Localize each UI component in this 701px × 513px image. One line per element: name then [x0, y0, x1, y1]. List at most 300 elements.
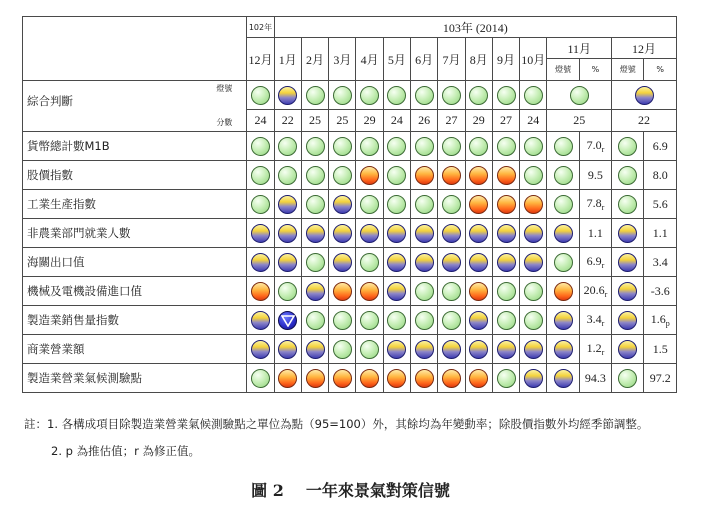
yellow-red-signal-icon	[497, 166, 516, 185]
yellow-blue-signal-icon	[524, 340, 543, 359]
green-signal-icon	[442, 311, 461, 330]
indicator-signal-cell	[301, 364, 328, 393]
month-header: 5月	[383, 38, 410, 81]
indicator-signal-cell	[356, 132, 383, 161]
green-signal-icon	[497, 86, 516, 105]
month-header: 9月	[492, 38, 519, 81]
yellow-blue-signal-icon	[278, 195, 297, 214]
yellow-blue-signal-icon	[524, 224, 543, 243]
green-signal-icon	[497, 369, 516, 388]
yellow-blue-signal-icon	[415, 253, 434, 272]
indicator-signal-cell	[411, 132, 438, 161]
indicator-signal-cell	[274, 161, 301, 190]
indicator-signal-cell	[492, 306, 519, 335]
yellow-blue-signal-icon	[387, 224, 406, 243]
yellow-red-signal-icon	[360, 369, 379, 388]
indicator-signal-cell	[547, 364, 579, 393]
green-signal-icon	[333, 166, 352, 185]
indicator-signal-cell	[301, 248, 328, 277]
yellow-blue-signal-icon	[333, 224, 352, 243]
summary-signal-cell	[547, 81, 612, 110]
indicator-label: 非農業部門就業人數	[23, 219, 247, 248]
summary-label: 綜合判斷	[27, 94, 73, 108]
figure-caption	[0, 478, 701, 501]
indicator-signal-cell	[383, 190, 410, 219]
green-signal-icon	[306, 195, 325, 214]
yellow-blue-signal-icon	[442, 253, 461, 272]
indicator-value: 8.0	[652, 167, 668, 182]
green-signal-icon	[442, 195, 461, 214]
green-signal-icon	[387, 166, 406, 185]
indicator-signal-cell	[492, 219, 519, 248]
indicator-signal-cell	[438, 306, 465, 335]
indicator-value-cell	[644, 306, 677, 335]
indicator-signal-cell	[438, 277, 465, 306]
yellow-red-signal-icon	[469, 195, 488, 214]
green-signal-icon	[333, 340, 352, 359]
indicator-signal-cell	[612, 277, 644, 306]
yellow-blue-signal-icon	[618, 311, 637, 330]
green-signal-icon	[554, 195, 573, 214]
green-signal-icon	[524, 311, 543, 330]
indicator-signal-cell	[247, 132, 274, 161]
indicator-signal-cell	[356, 364, 383, 393]
indicator-signal-cell	[247, 277, 274, 306]
green-signal-icon	[415, 137, 434, 156]
indicator-value: 3.4	[652, 254, 668, 269]
green-signal-icon	[524, 86, 543, 105]
green-signal-icon	[554, 137, 573, 156]
yellow-blue-signal-icon	[333, 195, 352, 214]
yellow-red-signal-icon	[469, 282, 488, 301]
indicator-value-cell	[579, 306, 611, 335]
yellow-red-signal-icon	[360, 282, 379, 301]
green-signal-icon	[306, 253, 325, 272]
month-header: 4月	[356, 38, 383, 81]
indicator-signal-cell	[356, 219, 383, 248]
green-signal-icon	[570, 86, 589, 105]
indicator-signal-cell	[520, 306, 547, 335]
summary-score: 22	[274, 110, 301, 132]
indicator-signal-cell	[465, 161, 492, 190]
summary-signal-cell	[520, 81, 547, 110]
indicator-signal-cell	[356, 248, 383, 277]
indicator-label: 股價指數	[23, 161, 247, 190]
indicator-signal-cell	[247, 306, 274, 335]
yellow-blue-signal-icon	[360, 224, 379, 243]
indicator-signal-cell	[411, 306, 438, 335]
yellow-blue-signal-icon	[618, 253, 637, 272]
indicator-signal-cell	[612, 190, 644, 219]
month-header: 8月	[465, 38, 492, 81]
green-signal-icon	[360, 253, 379, 272]
indicator-signal-cell	[520, 277, 547, 306]
percent-subheader: %	[579, 59, 611, 81]
indicator-value-cell	[579, 277, 611, 306]
yellow-red-signal-icon	[524, 195, 543, 214]
footnote-1: 註：1. 各構成項目除製造業營業氣候測驗點之單位為點（95=100）外，其餘均為年變動率；除股價指數外均經季節調整。	[24, 417, 649, 431]
indicator-signal-cell	[465, 364, 492, 393]
summary-signal-cell	[465, 81, 492, 110]
indicator-signal-cell	[411, 161, 438, 190]
yellow-blue-signal-icon	[387, 340, 406, 359]
green-signal-icon	[251, 195, 270, 214]
indicator-value-flag: r	[601, 319, 605, 328]
yellow-blue-signal-icon	[524, 369, 543, 388]
indicator-value: 6.9	[652, 138, 668, 153]
indicator-signal-cell	[274, 306, 301, 335]
green-signal-icon	[251, 137, 270, 156]
yellow-blue-signal-icon	[618, 282, 637, 301]
indicator-signal-cell	[247, 364, 274, 393]
indicator-signal-cell	[547, 277, 579, 306]
indicator-signal-cell	[329, 219, 356, 248]
summary-signal-cell	[383, 81, 410, 110]
indicator-row	[23, 335, 677, 364]
footnote-2: 2. p 為推估值；r 為修正值。	[51, 444, 200, 458]
indicator-value: 97.2	[649, 370, 671, 385]
indicator-value-cell	[579, 132, 611, 161]
summary-score: 24	[383, 110, 410, 132]
indicator-row	[23, 132, 677, 161]
indicator-value: 9.5	[587, 167, 603, 182]
indicator-signal-cell	[274, 335, 301, 364]
indicator-signal-cell	[612, 248, 644, 277]
summary-signal-label: 燈號	[216, 84, 233, 93]
indicator-value-cell	[579, 364, 611, 393]
yellow-blue-signal-icon	[554, 311, 573, 330]
summary-score: 25	[329, 110, 356, 132]
indicator-value-flag: p	[665, 319, 670, 328]
indicator-signal-cell	[274, 132, 301, 161]
indicator-signal-cell	[329, 190, 356, 219]
indicator-value-flag: r	[601, 203, 605, 212]
indicator-signal-cell	[612, 306, 644, 335]
indicator-signal-cell	[465, 248, 492, 277]
figure-number: 圖 2	[251, 481, 284, 500]
green-signal-icon	[306, 86, 325, 105]
yellow-red-signal-icon	[554, 282, 573, 301]
indicator-signal-cell	[612, 219, 644, 248]
indicator-signal-cell	[465, 132, 492, 161]
indicator-signal-cell	[465, 335, 492, 364]
year-prev-header: 102年	[247, 17, 274, 38]
yellow-blue-signal-icon	[524, 253, 543, 272]
month-header: 7月	[438, 38, 465, 81]
green-signal-icon	[278, 137, 297, 156]
indicator-signal-cell	[492, 335, 519, 364]
month-header: 2月	[301, 38, 328, 81]
summary-label-cell	[23, 81, 247, 132]
indicator-row	[23, 248, 677, 277]
green-signal-icon	[469, 86, 488, 105]
yellow-red-signal-icon	[333, 369, 352, 388]
percent-subheader: %	[644, 59, 677, 81]
indicator-signal-cell	[274, 364, 301, 393]
yellow-blue-signal-icon	[306, 340, 325, 359]
indicator-signal-cell	[356, 277, 383, 306]
indicator-signal-cell	[520, 132, 547, 161]
indicator-value: 1.1	[652, 225, 668, 240]
yellow-blue-signal-icon	[251, 340, 270, 359]
indicator-value: 1.2	[586, 341, 602, 355]
indicator-value-cell	[579, 335, 611, 364]
green-signal-icon	[360, 86, 379, 105]
yellow-blue-signal-icon	[251, 253, 270, 272]
summary-score: 25	[301, 110, 328, 132]
green-signal-icon	[251, 86, 270, 105]
green-signal-icon	[306, 311, 325, 330]
green-signal-icon	[360, 340, 379, 359]
indicator-signal-cell	[274, 248, 301, 277]
green-signal-icon	[469, 137, 488, 156]
indicator-signal-cell	[520, 248, 547, 277]
summary-score: 29	[356, 110, 383, 132]
indicator-signal-cell	[438, 219, 465, 248]
indicator-value: 1.1	[587, 225, 603, 240]
yellow-blue-signal-icon	[554, 340, 573, 359]
indicator-label: 商業營業額	[23, 335, 247, 364]
indicator-signal-cell	[438, 161, 465, 190]
yellow-red-signal-icon	[497, 195, 516, 214]
indicator-signal-cell	[247, 248, 274, 277]
yellow-blue-signal-icon	[618, 224, 637, 243]
indicator-signal-cell	[301, 219, 328, 248]
indicator-value: 3.4	[586, 312, 602, 326]
summary-score-label: 分數	[216, 118, 233, 127]
indicator-value-flag: r	[601, 261, 605, 270]
indicator-signal-cell	[547, 248, 579, 277]
indicator-signal-cell	[356, 306, 383, 335]
green-signal-icon	[251, 166, 270, 185]
indicator-signal-cell	[438, 335, 465, 364]
month-header: 11月	[547, 38, 612, 59]
yellow-red-signal-icon	[442, 369, 461, 388]
indicator-signal-cell	[247, 219, 274, 248]
indicator-signal-cell	[612, 335, 644, 364]
indicator-signal-cell	[547, 335, 579, 364]
indicator-signal-cell	[383, 161, 410, 190]
yellow-blue-signal-icon	[442, 224, 461, 243]
indicator-label: 海關出口值	[23, 248, 247, 277]
indicator-signal-cell	[411, 277, 438, 306]
indicator-signal-cell	[301, 132, 328, 161]
indicator-signal-cell	[547, 219, 579, 248]
indicator-signal-cell	[547, 161, 579, 190]
indicator-signal-cell	[247, 190, 274, 219]
yellow-red-signal-icon	[387, 369, 406, 388]
indicator-row	[23, 277, 677, 306]
indicator-signal-cell	[411, 248, 438, 277]
indicator-value: 5.6	[652, 196, 668, 211]
yellow-blue-signal-icon	[387, 282, 406, 301]
indicator-signal-cell	[274, 219, 301, 248]
indicator-row	[23, 161, 677, 190]
yellow-blue-signal-icon	[469, 311, 488, 330]
green-signal-icon	[415, 86, 434, 105]
green-signal-icon	[524, 137, 543, 156]
indicator-signal-cell	[383, 364, 410, 393]
green-signal-icon	[442, 137, 461, 156]
indicator-value-cell	[644, 277, 677, 306]
signal-subheader: 燈號	[612, 59, 644, 81]
month-header: 10月	[520, 38, 547, 81]
indicator-signal-cell	[411, 219, 438, 248]
yellow-blue-signal-icon	[415, 340, 434, 359]
indicator-signal-cell	[247, 335, 274, 364]
indicator-signal-cell	[329, 277, 356, 306]
indicator-value: 6.9	[586, 254, 602, 268]
green-signal-icon	[360, 311, 379, 330]
indicator-signal-cell	[329, 364, 356, 393]
green-signal-icon	[442, 86, 461, 105]
yellow-blue-signal-icon	[469, 224, 488, 243]
indicator-value-cell	[644, 335, 677, 364]
summary-score: 27	[492, 110, 519, 132]
yellow-blue-signal-icon	[387, 253, 406, 272]
indicator-signal-cell	[520, 364, 547, 393]
figure-title: 一年來景氣對策信號	[305, 481, 450, 500]
indicator-signal-cell	[383, 248, 410, 277]
green-signal-icon	[387, 137, 406, 156]
month-header: 3月	[329, 38, 356, 81]
month-header: 12月	[247, 38, 274, 81]
indicator-signal-cell	[274, 277, 301, 306]
indicator-signal-cell	[329, 306, 356, 335]
summary-signal-cell	[329, 81, 356, 110]
indicator-row	[23, 306, 677, 335]
green-signal-icon	[387, 86, 406, 105]
yellow-blue-signal-icon	[554, 224, 573, 243]
yellow-red-signal-icon	[415, 369, 434, 388]
green-signal-icon	[497, 311, 516, 330]
yellow-blue-signal-icon	[635, 86, 654, 105]
yellow-blue-signal-icon	[618, 340, 637, 359]
green-signal-icon	[415, 311, 434, 330]
month-header: 1月	[274, 38, 301, 81]
indicator-signal-cell	[356, 335, 383, 364]
indicator-row	[23, 364, 677, 393]
indicator-value-cell	[644, 364, 677, 393]
yellow-red-signal-icon	[469, 369, 488, 388]
green-signal-icon	[497, 282, 516, 301]
indicator-signal-cell	[438, 132, 465, 161]
green-signal-icon	[278, 282, 297, 301]
summary-score: 24	[247, 110, 274, 132]
summary-score: 24	[520, 110, 547, 132]
yellow-blue-signal-icon	[278, 86, 297, 105]
indicator-signal-cell	[492, 190, 519, 219]
summary-signal-cell	[274, 81, 301, 110]
indicator-signal-cell	[465, 306, 492, 335]
indicator-signal-cell	[301, 277, 328, 306]
yellow-blue-signal-icon	[278, 340, 297, 359]
indicator-value-flag: r	[604, 290, 608, 299]
indicator-signal-cell	[329, 335, 356, 364]
indicator-signal-cell	[411, 190, 438, 219]
summary-score: 26	[411, 110, 438, 132]
indicator-value: 94.3	[584, 370, 606, 385]
indicator-row	[23, 219, 677, 248]
signal-subheader: 燈號	[547, 59, 579, 81]
indicator-signal-cell	[274, 190, 301, 219]
green-signal-icon	[306, 166, 325, 185]
indicator-value-cell	[579, 161, 611, 190]
summary-score: 25	[547, 110, 612, 132]
summary-score: 27	[438, 110, 465, 132]
indicator-value: 1.6	[650, 312, 666, 326]
summary-score: 22	[612, 110, 677, 132]
green-signal-icon	[333, 137, 352, 156]
indicator-signal-cell	[492, 161, 519, 190]
yellow-blue-signal-icon	[497, 253, 516, 272]
indicator-label: 製造業銷售量指數	[23, 306, 247, 335]
indicator-label: 機械及電機設備進口值	[23, 277, 247, 306]
corner-cell	[23, 17, 247, 81]
green-signal-icon	[333, 86, 352, 105]
indicator-value: 1.5	[652, 341, 668, 356]
indicator-row	[23, 190, 677, 219]
summary-signal-cell	[492, 81, 519, 110]
green-signal-icon	[306, 137, 325, 156]
yellow-blue-signal-icon	[333, 253, 352, 272]
indicator-signal-cell	[329, 248, 356, 277]
green-signal-icon	[524, 282, 543, 301]
indicator-signal-cell	[612, 132, 644, 161]
green-signal-icon	[524, 166, 543, 185]
indicator-value-flag: r	[601, 348, 605, 357]
indicator-label: 製造業營業氣候測驗點	[23, 364, 247, 393]
indicator-signal-cell	[438, 364, 465, 393]
indicator-signal-cell	[247, 161, 274, 190]
month-header: 6月	[411, 38, 438, 81]
indicator-signal-cell	[465, 190, 492, 219]
green-signal-icon	[442, 282, 461, 301]
indicator-signal-cell	[520, 161, 547, 190]
yellow-blue-signal-icon	[497, 224, 516, 243]
yellow-blue-signal-icon	[469, 340, 488, 359]
summary-signal-cell	[247, 81, 274, 110]
yellow-red-signal-icon	[360, 166, 379, 185]
indicator-value-cell	[579, 248, 611, 277]
green-signal-icon	[251, 369, 270, 388]
indicator-value-cell	[579, 190, 611, 219]
indicator-signal-cell	[492, 277, 519, 306]
green-signal-icon	[278, 166, 297, 185]
yellow-red-signal-icon	[442, 166, 461, 185]
indicator-signal-cell	[612, 364, 644, 393]
yellow-red-signal-icon	[469, 166, 488, 185]
green-signal-icon	[554, 253, 573, 272]
indicator-value-cell	[644, 132, 677, 161]
summary-signal-cell	[438, 81, 465, 110]
green-signal-icon	[497, 137, 516, 156]
blue-signal-icon	[278, 311, 297, 330]
green-signal-icon	[333, 311, 352, 330]
yellow-blue-signal-icon	[251, 311, 270, 330]
indicator-signal-cell	[438, 248, 465, 277]
indicator-signal-cell	[383, 306, 410, 335]
indicator-signal-cell	[329, 161, 356, 190]
yellow-blue-signal-icon	[469, 253, 488, 272]
indicator-signal-cell	[547, 132, 579, 161]
indicator-signal-cell	[492, 248, 519, 277]
green-signal-icon	[360, 195, 379, 214]
summary-signal-cell	[612, 81, 677, 110]
indicator-value: 7.8	[586, 196, 602, 210]
indicator-signal-cell	[411, 364, 438, 393]
yellow-red-signal-icon	[278, 369, 297, 388]
